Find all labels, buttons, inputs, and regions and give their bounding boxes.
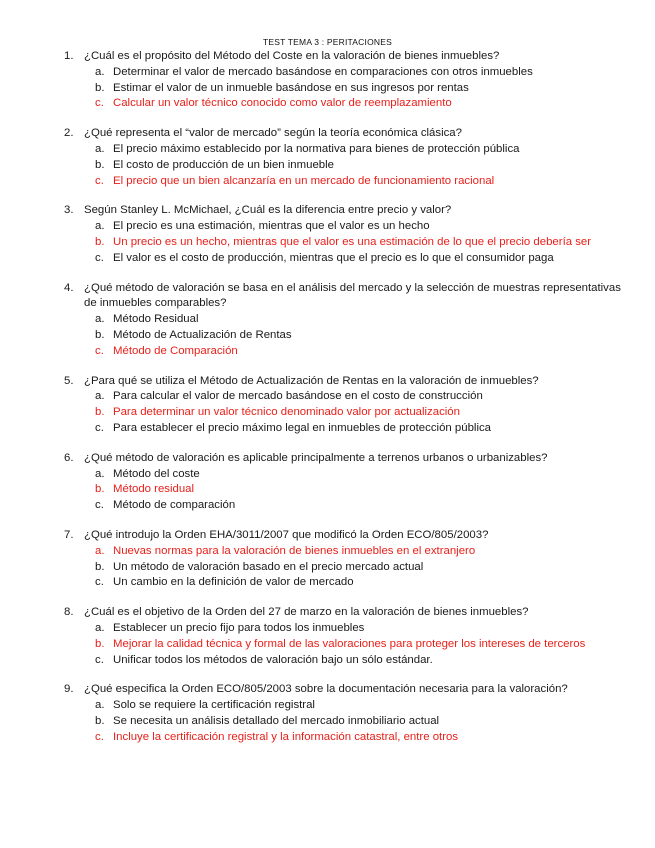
answer-option-correct: [0, 482, 655, 498]
question-3: [0, 203, 655, 266]
option-text: El precio que un bien alcanzaría en un mercado de funcionamiento racional: [113, 174, 495, 187]
option-text: Se necesita un análisis detallado del mercado inmobiliario actual: [113, 714, 440, 727]
option-letter: b.: [95, 714, 105, 727]
option-letter: a.: [95, 313, 105, 326]
question-row: [0, 374, 655, 390]
document-title: TEST TEMA 3 : PERITACIONES: [263, 37, 392, 47]
question-text: ¿Cuál es el propósito del Método del Coste en la valoración de bienes inmuebles?: [84, 50, 500, 62]
question-text: ¿Qué método de valoración se basa en el análisis del mercado y la selección de muestras representativas de inmuebles comparables?: [84, 281, 621, 310]
option-letter: b.: [95, 560, 105, 573]
question-number: 2.: [64, 127, 74, 140]
question-text: Según Stanley L. McMichael, ¿Cuál es la diferencia entre precio y valor?: [84, 204, 452, 217]
option-letter: a.: [95, 390, 105, 403]
question-number: 9.: [64, 683, 74, 696]
option-text: Método Residual: [113, 313, 199, 326]
option-letter: b.: [95, 637, 105, 650]
answer-option: [0, 81, 655, 97]
question-text: ¿Para qué se utiliza el Método de Actualización de Rentas en la valoración de inmuebles?: [84, 374, 539, 387]
option-text: Calcular un valor técnico conocido como valor de reemplazamiento: [113, 97, 452, 110]
option-text: Solo se requiere la certificación registral: [113, 699, 315, 712]
option-text: Para determinar un valor técnico denominado valor por actualización: [113, 406, 460, 419]
option-letter: b.: [95, 158, 105, 171]
question-text: ¿Cuál es el objetivo de la Orden del 27 de marzo en la valoración de bienes inmuebles?: [84, 606, 529, 619]
question-5: [0, 374, 655, 437]
option-text: Método residual: [113, 483, 195, 496]
answer-option: [0, 389, 655, 405]
answer-option: [0, 653, 655, 669]
question-number: 3.: [64, 204, 74, 217]
option-letter: a.: [95, 699, 105, 712]
answer-option: [0, 621, 655, 637]
question-list: [0, 49, 655, 759]
answer-option: [0, 312, 655, 328]
answer-option: [0, 714, 655, 730]
question-4: [0, 281, 655, 360]
answer-option: [0, 698, 655, 714]
option-letter: c.: [95, 730, 104, 743]
answer-option-correct: [0, 235, 655, 251]
option-letter: b.: [95, 81, 105, 94]
option-letter: a.: [95, 220, 105, 233]
option-letter: b.: [95, 235, 105, 248]
question-row: [0, 281, 655, 313]
option-letter: c.: [95, 421, 104, 434]
option-text: Establecer un precio fijo para todos los inmuebles: [113, 621, 365, 634]
option-text: Mejorar la calidad técnica y formal de las valoraciones para proteger los intereses de terceros: [113, 637, 586, 650]
option-text: El precio es una estimación, mientras que el valor es un hecho: [113, 220, 430, 233]
question-row: [0, 451, 655, 467]
answer-option: [0, 498, 655, 514]
answer-option-correct: [0, 544, 655, 560]
option-text: Un precio es un hecho, mientras que el valor es una estimación de lo que el precio debería ser: [113, 235, 592, 248]
question-number: 6.: [64, 451, 74, 464]
option-letter: c.: [95, 499, 104, 512]
question-number: 7.: [64, 528, 74, 541]
option-text: Para calcular el valor de mercado basándose en el costo de construcción: [113, 390, 483, 403]
answer-option: [0, 467, 655, 483]
option-letter: a.: [95, 142, 105, 155]
answer-option: [0, 142, 655, 158]
question-text: ¿Qué introdujo la Orden EHA/3011/2007 que modificó la Orden ECO/805/2003?: [84, 528, 489, 541]
answer-option: [0, 158, 655, 174]
option-letter: c.: [95, 97, 104, 110]
option-text: Unificar todos los métodos de valoración bajo un sólo estándar.: [113, 653, 433, 666]
answer-option: [0, 251, 655, 267]
answer-option-correct: [0, 730, 655, 746]
option-text: Para establecer el precio máximo legal en inmuebles de protección pública: [113, 421, 491, 434]
question-9: [0, 682, 655, 745]
question-2: [0, 126, 655, 189]
option-text: Un método de valoración basado en el precio mercado actual: [113, 560, 424, 573]
answer-option-correct: [0, 96, 655, 112]
option-letter: a.: [95, 621, 105, 634]
question-row: [0, 203, 655, 219]
question-number: 8.: [64, 606, 74, 619]
question-row: [0, 682, 655, 698]
option-text: Método de comparación: [113, 499, 236, 512]
option-text: Método de Comparación: [113, 344, 238, 357]
answer-option-correct: [0, 344, 655, 360]
option-letter: c.: [95, 251, 104, 264]
option-letter: c.: [95, 576, 104, 589]
question-row: [0, 49, 655, 65]
option-letter: c.: [95, 174, 104, 187]
question-row: [0, 126, 655, 142]
question-row: [0, 605, 655, 621]
option-letter: b.: [95, 406, 105, 419]
option-text: El precio máximo establecido por la normativa para bienes de protección pública: [113, 142, 520, 155]
option-letter: a.: [95, 544, 105, 557]
question-text: ¿Qué representa el “valor de mercado” según la teoría económica clásica?: [84, 127, 462, 140]
option-text: Método de Actualización de Rentas: [113, 328, 292, 341]
option-text: El costo de producción de un bien inmueble: [113, 158, 334, 171]
answer-option: [0, 219, 655, 235]
option-letter: a.: [95, 467, 105, 480]
option-letter: c.: [95, 344, 104, 357]
question-row: [0, 528, 655, 544]
option-text: Método del coste: [113, 467, 200, 480]
option-letter: b.: [95, 328, 105, 341]
answer-option-correct: [0, 405, 655, 421]
option-text: Estimar el valor de un inmueble basándose en sus ingresos por rentas: [113, 81, 469, 94]
answer-option: [0, 328, 655, 344]
question-text: ¿Qué método de valoración es aplicable principalmente a terrenos urbanos o urbanizables?: [84, 451, 548, 464]
question-number: 5.: [64, 374, 74, 387]
option-text: Incluye la certificación registral y la información catastral, entre otros: [113, 730, 459, 743]
option-text: Determinar el valor de mercado basándose en comparaciones con otros inmuebles: [113, 65, 533, 78]
answer-option-correct: [0, 637, 655, 653]
option-letter: c.: [95, 653, 104, 666]
question-1: [0, 49, 655, 112]
option-text: El valor es el costo de producción, mientras que el precio es lo que el consumidor paga: [113, 251, 554, 264]
answer-option: [0, 560, 655, 576]
question-number: 1.: [64, 50, 74, 62]
answer-option: [0, 421, 655, 437]
question-text: ¿Qué especifica la Orden ECO/805/2003 sobre la documentación necesaria para la valoración?: [84, 683, 568, 696]
answer-option: [0, 65, 655, 81]
question-6: [0, 451, 655, 514]
option-text: Un cambio en la definición de valor de mercado: [113, 576, 354, 589]
question-7: [0, 528, 655, 591]
answer-option-correct: [0, 174, 655, 190]
option-letter: a.: [95, 65, 105, 78]
answer-option: [0, 575, 655, 591]
option-letter: b.: [95, 483, 105, 496]
question-number: 4.: [64, 281, 74, 294]
question-8: [0, 605, 655, 668]
option-text: Nuevas normas para la valoración de bienes inmuebles en el extranjero: [113, 544, 476, 557]
